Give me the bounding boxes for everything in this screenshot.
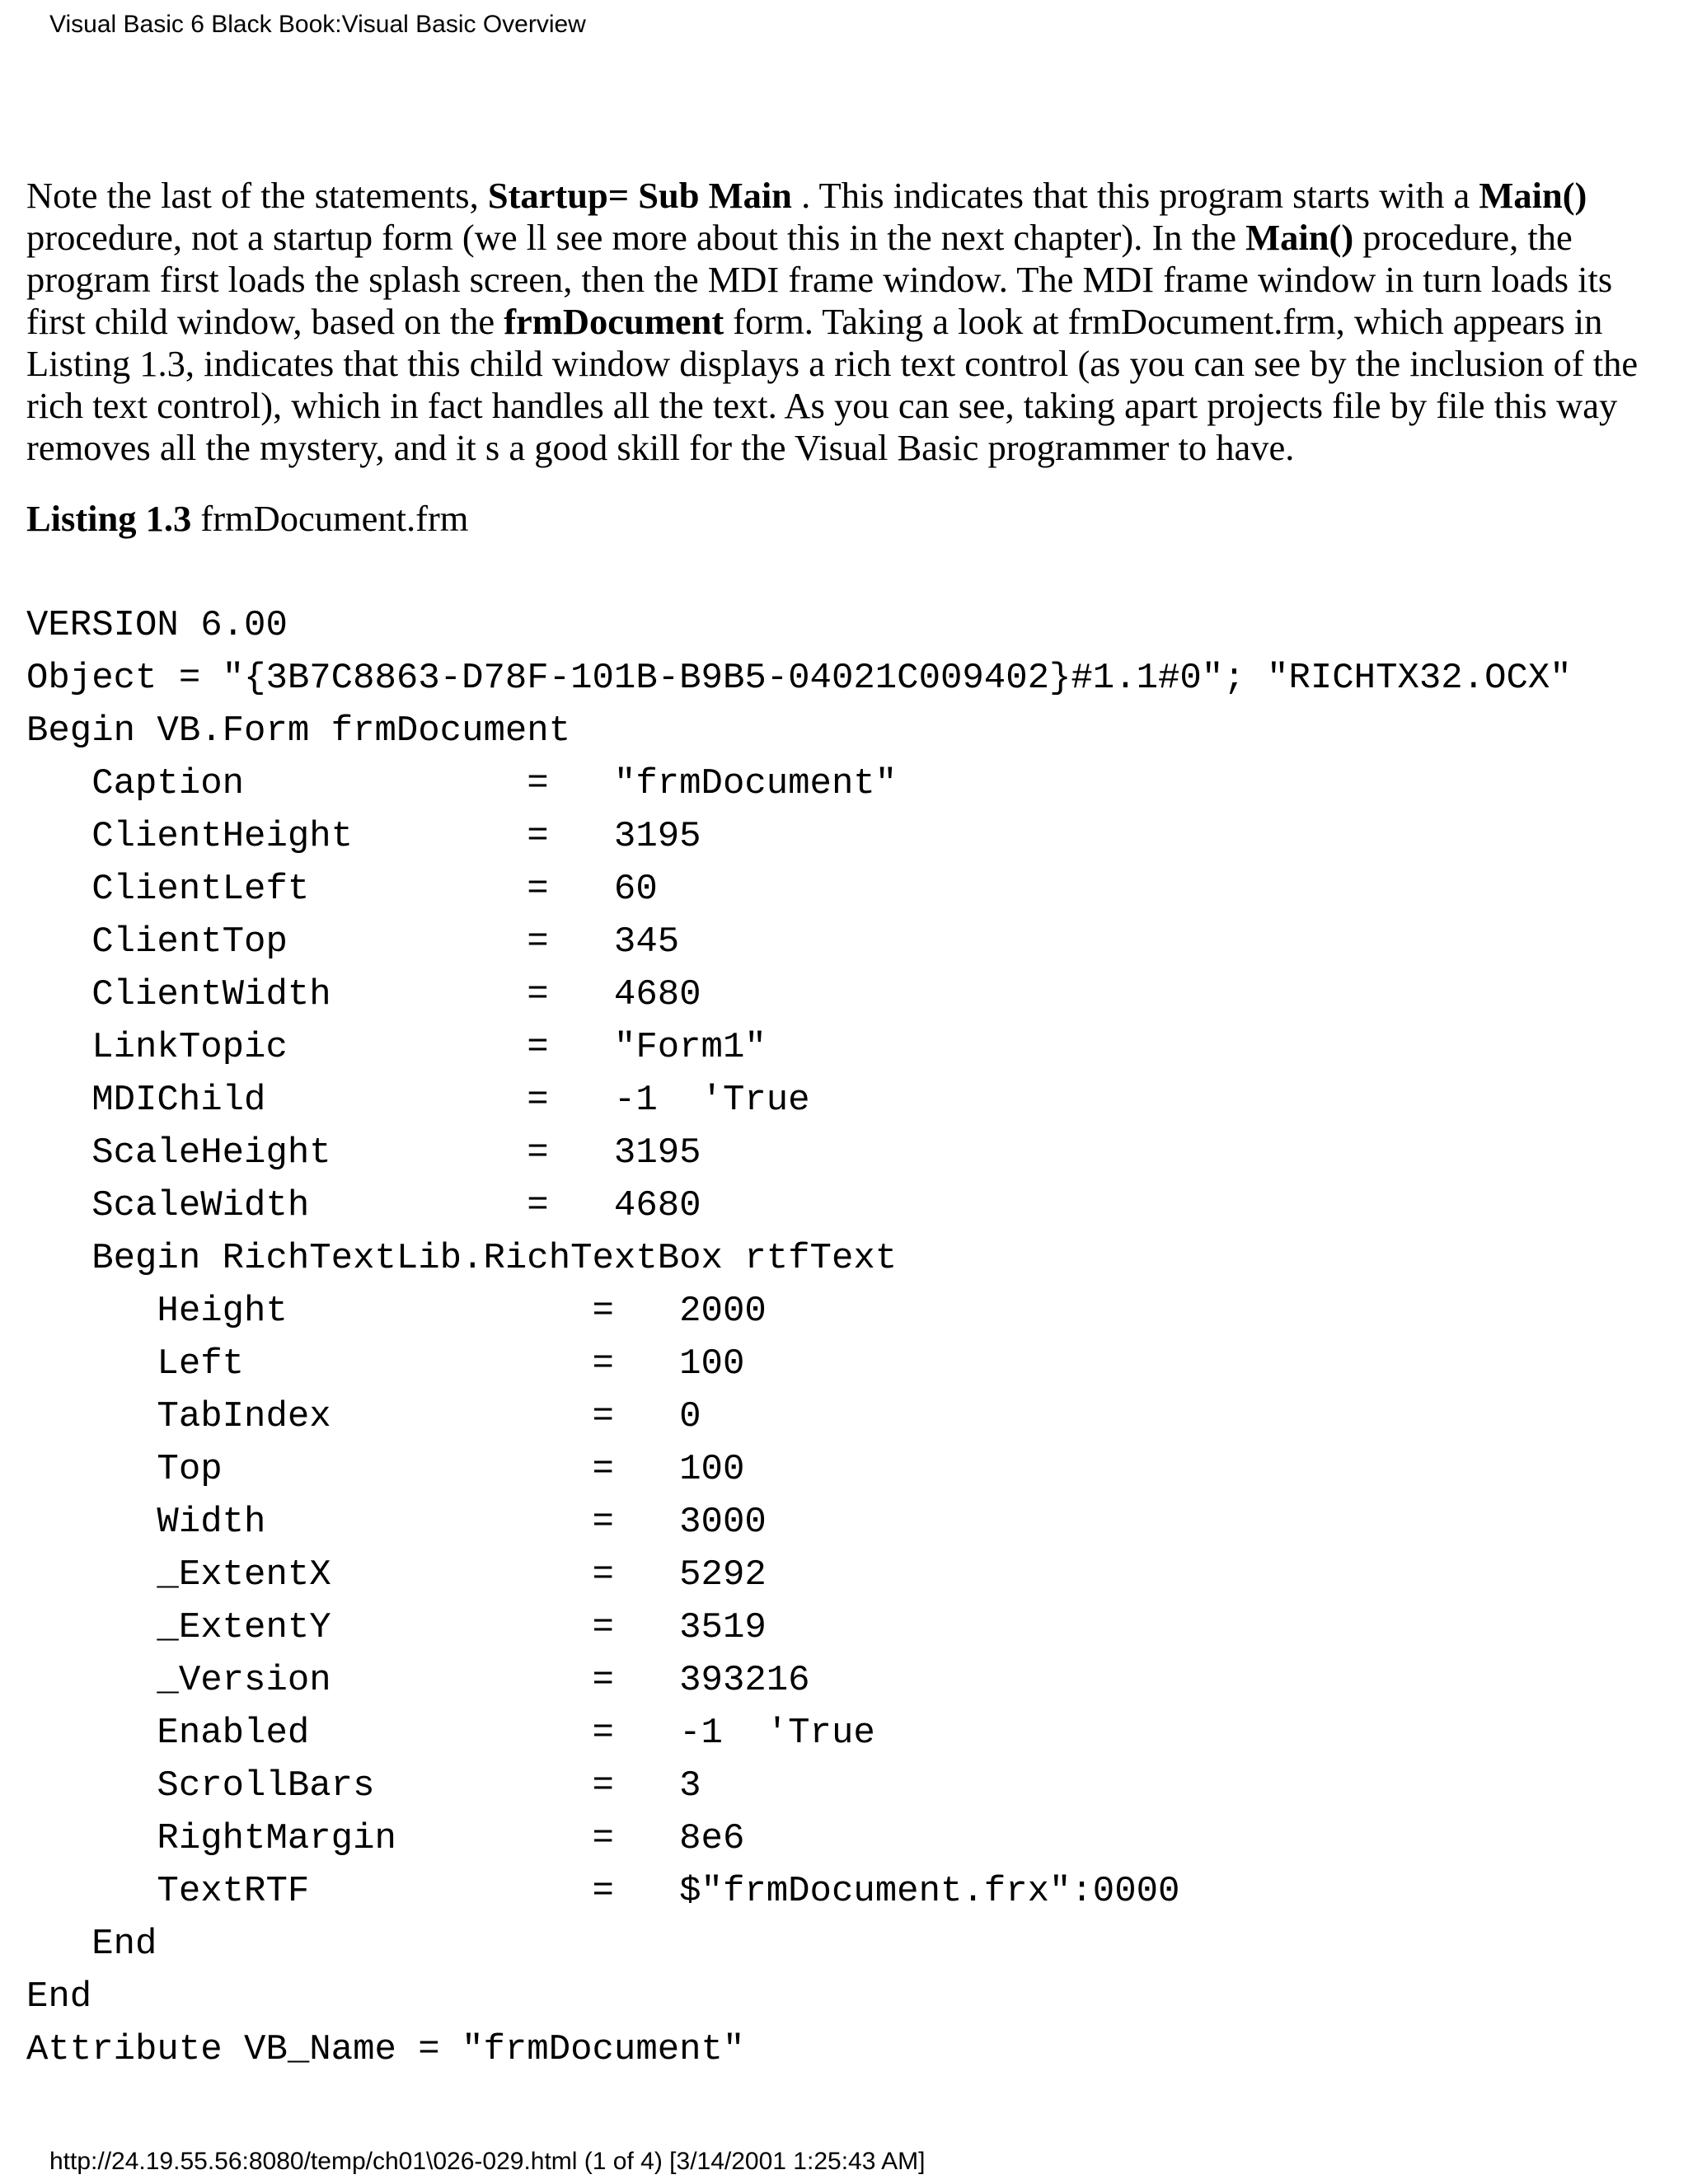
code-line: Object = "{3B7C8863-D78F-101B-B9B5-04021C009402}#1.1#0"; "RICHTX32.OCX" bbox=[26, 658, 1572, 699]
code-line: VERSION 6.00 bbox=[26, 605, 288, 646]
code-line: Caption = "frmDocument" bbox=[26, 763, 898, 804]
paragraph-line-1: Note the last of the statements, Startup= Sub Main . This indicates that this program starts with a Main() bbox=[26, 175, 1587, 216]
code-line: Enabled = -1 'True bbox=[26, 1713, 875, 1754]
listing-caption bbox=[26, 497, 468, 540]
code-line: _Version = 393216 bbox=[26, 1660, 810, 1701]
code-line: _ExtentY = 3519 bbox=[26, 1607, 767, 1648]
listing-filename: frmDocument.frm bbox=[200, 498, 469, 539]
bold-main-procedure-2: Main() bbox=[1245, 217, 1354, 258]
bold-frmdocument: frmDocument bbox=[504, 301, 724, 342]
code-line: End bbox=[26, 1924, 157, 1965]
code-line: Begin RichTextLib.RichTextBox rtfText bbox=[26, 1238, 898, 1279]
bold-main-procedure: Main() bbox=[1479, 175, 1587, 216]
paragraph-line-4: first child window, based on the frmDocument form. Taking a look at frmDocument.frm, which appears in bbox=[26, 301, 1603, 342]
code-line: Width = 3000 bbox=[26, 1502, 767, 1543]
code-line: TabIndex = 0 bbox=[26, 1396, 701, 1437]
paragraph-line-7: removes all the mystery, and it s a good skill for the Visual Basic programmer to have. bbox=[26, 427, 1295, 468]
code-line: ScaleWidth = 4680 bbox=[26, 1185, 701, 1226]
code-line: _ExtentX = 5292 bbox=[26, 1554, 767, 1596]
running-header: Visual Basic 6 Black Book:Visual Basic Overview bbox=[49, 11, 586, 38]
footer-url: http://24.19.55.56:8080/temp/ch01\026-029.html (1 of 4) [3/14/2001 1:25:43 AM] bbox=[49, 2148, 926, 2175]
paragraph-line-5: Listing 1.3, indicates that this child window displays a rich text control (as you can see by the inclusion of the bbox=[26, 343, 1639, 384]
code-line: TextRTF = $"frmDocument.frx":0000 bbox=[26, 1871, 1180, 1912]
code-line: ScrollBars = 3 bbox=[26, 1765, 701, 1807]
code-line: ClientHeight = 3195 bbox=[26, 816, 701, 857]
code-line: ClientLeft = 60 bbox=[26, 869, 658, 910]
code-line: Attribute VB_Name = "frmDocument" bbox=[26, 2029, 745, 2070]
code-line: Height = 2000 bbox=[26, 1291, 767, 1332]
listing-label: Listing 1.3 bbox=[26, 498, 192, 539]
code-line: Begin VB.Form frmDocument bbox=[26, 710, 571, 752]
paragraph-line-6: rich text control), which in fact handles all the text. As you can see, taking apart projects file by file this way bbox=[26, 385, 1618, 426]
body-paragraph bbox=[26, 175, 1667, 469]
code-line: End bbox=[26, 1976, 92, 2018]
code-listing bbox=[26, 599, 1572, 2076]
paragraph-line-2: procedure, not a startup form (we ll see more about this in the next chapter). In the Main() procedure, the bbox=[26, 217, 1573, 258]
paragraph-line-3: program first loads the splash screen, then the MDI frame window. The MDI frame window in turn loads its bbox=[26, 259, 1613, 300]
code-line: MDIChild = -1 'True bbox=[26, 1080, 810, 1121]
code-line: ClientTop = 345 bbox=[26, 921, 680, 963]
code-line: ClientWidth = 4680 bbox=[26, 974, 701, 1015]
code-line: Left = 100 bbox=[26, 1343, 745, 1385]
code-line: LinkTopic = "Form1" bbox=[26, 1027, 767, 1068]
code-line: RightMargin = 8e6 bbox=[26, 1818, 745, 1859]
bold-startup-sub-main: Startup= Sub Main bbox=[487, 175, 792, 216]
code-line: Top = 100 bbox=[26, 1449, 745, 1490]
code-line: ScaleHeight = 3195 bbox=[26, 1132, 701, 1174]
